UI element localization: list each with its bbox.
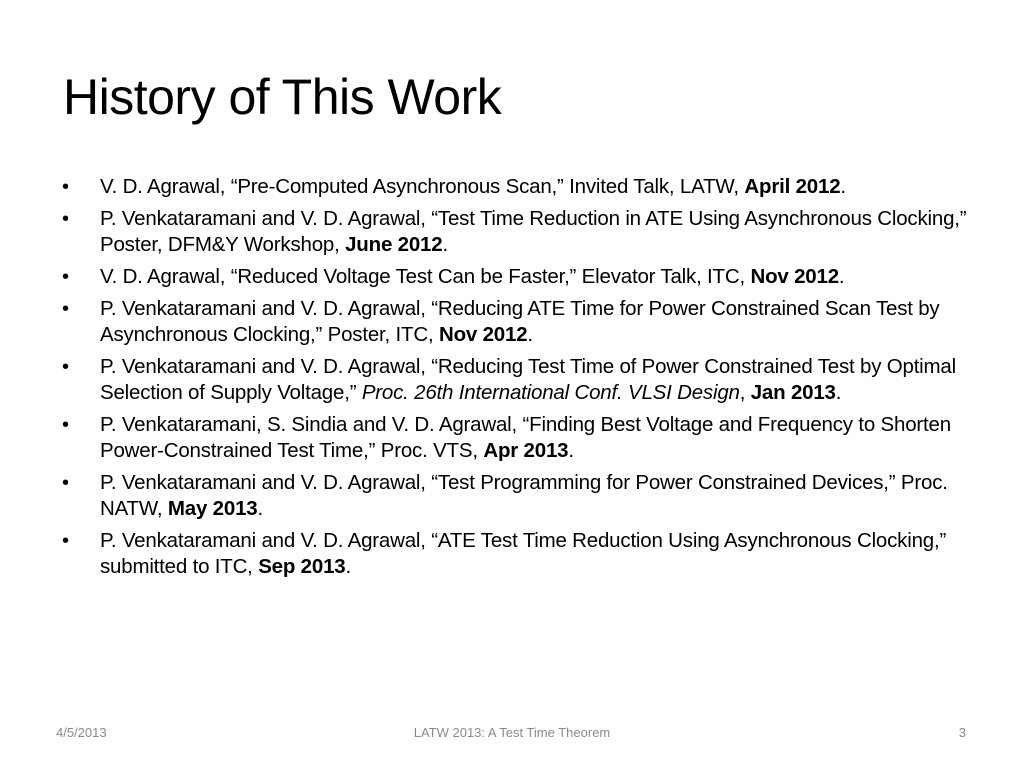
reference-date: May 2013 [167, 497, 258, 520]
reference-date: Sep 2013 [258, 555, 346, 578]
reference-text: V. D. Agrawal, “Reduced Voltage Test Can be Faster,” Elevator Talk, ITC, [100, 265, 751, 288]
list-item [62, 296, 972, 348]
reference-date: Apr 2013 [483, 439, 569, 462]
reference-text: P. Venkataramani and V. D. Agrawal, “Reducing Test Time of Power Constrained Test by Optimal Selection of Supply Voltage,” [100, 355, 956, 404]
bullet-icon: • [62, 414, 69, 436]
reference-date: Nov 2012 [750, 265, 839, 288]
reference-text: P. Venkataramani and V. D. Agrawal, “ATE Test Time Reduction Using Asynchronous Clocking,” submitted to ITC, [100, 529, 947, 578]
reference-date: June 2012 [345, 233, 443, 256]
list-item [62, 470, 972, 522]
list-item [62, 354, 972, 406]
bullet-icon: • [62, 208, 69, 230]
list-item [62, 528, 972, 580]
reference-date: Jan 2013 [750, 381, 836, 404]
bullet-icon: • [62, 266, 69, 288]
reference-end: . [838, 265, 845, 288]
reference-text: P. Venkataramani and V. D. Agrawal, “Test Time Reduction in ATE Using Asynchronous Clocking,” Poster, DFM&Y Workshop, [100, 207, 967, 256]
reference-venue: Proc. 26th International Conf. VLSI Design [361, 381, 740, 404]
list-item [62, 206, 972, 258]
reference-date: April 2012 [744, 175, 841, 198]
reference-separator: , [739, 381, 751, 404]
footer-title: LATW 2013: A Test Time Theorem [413, 725, 611, 740]
reference-end: . [257, 497, 263, 520]
list-item [62, 174, 972, 200]
reference-end: . [527, 323, 533, 346]
reference-end: . [442, 233, 448, 256]
bullet-icon: • [62, 298, 69, 320]
reference-end: . [835, 381, 842, 404]
reference-end: . [345, 555, 351, 578]
reference-end: . [840, 175, 846, 198]
slide-title: History of This Work [63, 69, 502, 125]
reference-list [62, 174, 972, 586]
reference-text: P. Venkataramani and V. D. Agrawal, “Test Programming for Power Constrained Devices,” Proc. NATW, [100, 471, 948, 520]
footer-date: 4/5/2013 [56, 725, 107, 740]
bullet-icon: • [62, 176, 69, 198]
slide-number: 3 [958, 725, 966, 740]
bullet-icon: • [62, 356, 69, 378]
reference-end: . [568, 439, 574, 462]
reference-text: P. Venkataramani, S. Sindia and V. D. Agrawal, “Finding Best Voltage and Frequency to Shorten Power-Constrained Test Time,” Proc. VTS, [100, 413, 951, 462]
reference-text: P. Venkataramani and V. D. Agrawal, “Reducing ATE Time for Power Constrained Scan Test by Asynchronous Clocking,” Poster, ITC, [100, 297, 940, 346]
reference-text: V. D. Agrawal, “Pre-Computed Asynchronous Scan,” Invited Talk, LATW, [100, 175, 745, 198]
bullet-icon: • [62, 472, 69, 494]
list-item [62, 264, 972, 290]
list-item [62, 412, 972, 464]
reference-date: Nov 2012 [438, 323, 528, 346]
bullet-icon: • [62, 530, 69, 552]
